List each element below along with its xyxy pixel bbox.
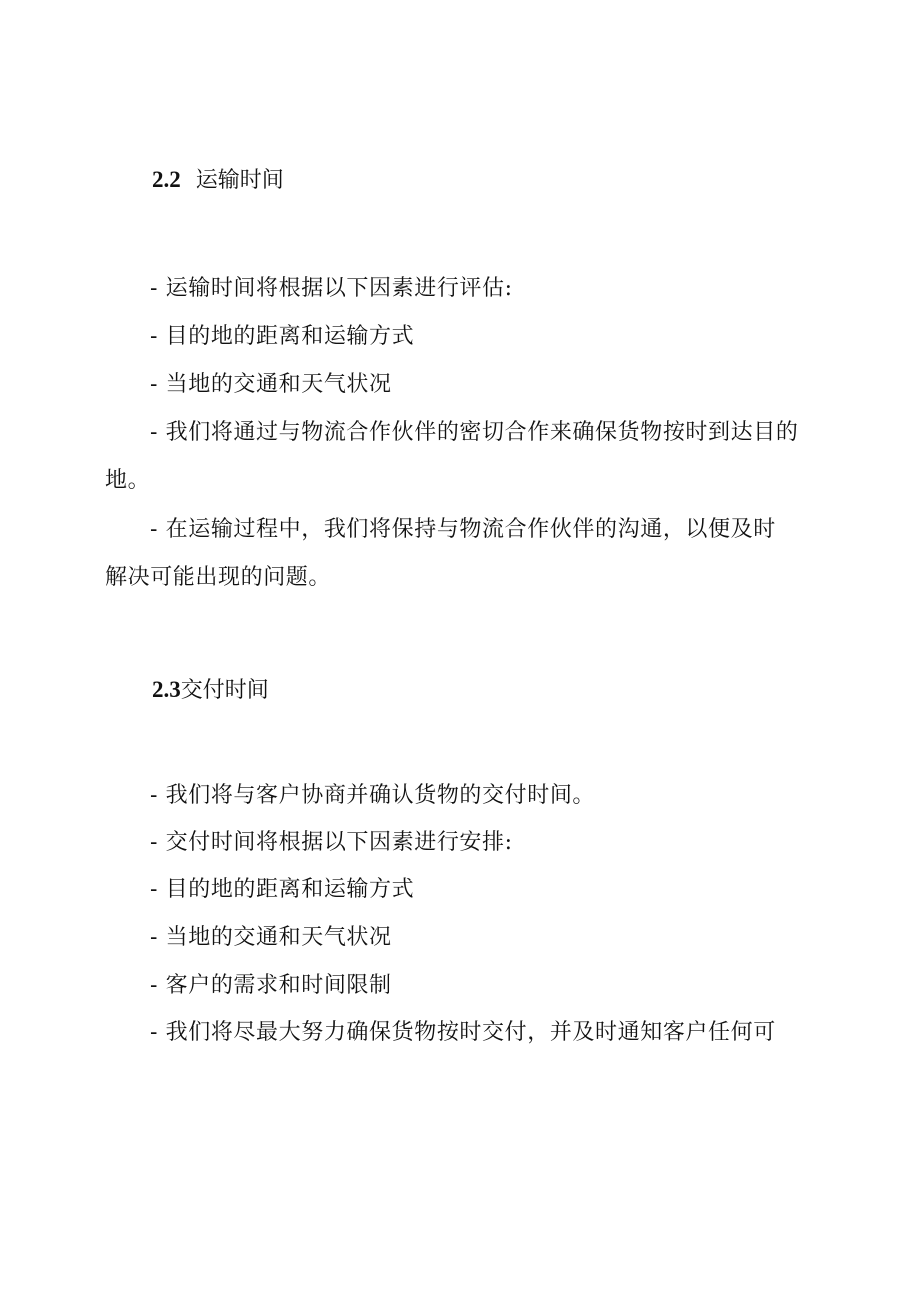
- paragraph-line: - 在运输过程中，我们将保持与物流合作伙伴的沟通，以便及时: [150, 517, 776, 542]
- paragraph-line: - 运输时间将根据以下因素进行评估:: [150, 276, 513, 301]
- paragraph-line: - 目的地的距离和运输方式: [150, 324, 415, 349]
- paragraph-line: - 客户的需求和时间限制: [150, 973, 392, 998]
- paragraph-line-continuation: 解决可能出现的问题。: [105, 565, 332, 590]
- paragraph-line: - 目的地的距离和运输方式: [150, 877, 415, 902]
- section-number: 2.2: [152, 167, 181, 192]
- section-title: 交付时间: [180, 678, 269, 703]
- paragraph-line: - 我们将尽最大努力确保货物按时交付，并及时通知客户任何可: [150, 1020, 776, 1045]
- section-title: 运输时间: [195, 168, 284, 193]
- paragraph-line-continuation: 地。: [105, 468, 151, 493]
- section-number: 2.3: [152, 677, 181, 702]
- paragraph-line: - 当地的交通和天气状况: [150, 925, 392, 950]
- paragraph-line: - 我们将与客户协商并确认货物的交付时间。: [150, 783, 596, 808]
- paragraph-line: - 我们将通过与物流合作伙伴的密切合作来确保货物按时到达目的: [150, 420, 799, 445]
- section-heading-2-2: [152, 166, 284, 195]
- section-heading-2-3: [152, 676, 269, 705]
- paragraph-line: - 当地的交通和天气状况: [150, 372, 392, 397]
- paragraph-line: - 交付时间将根据以下因素进行安排:: [150, 830, 513, 855]
